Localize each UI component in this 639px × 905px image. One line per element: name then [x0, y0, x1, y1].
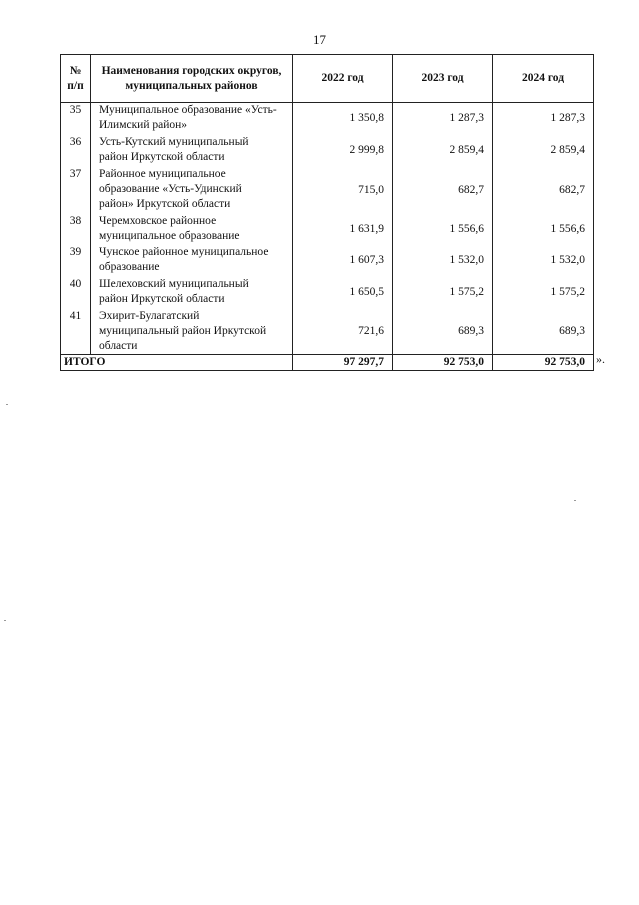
- row-name: [91, 103, 293, 135]
- header-2023: 2023 год: [393, 55, 493, 103]
- row-name: [91, 167, 293, 214]
- header-2022: 2022 год: [293, 55, 393, 103]
- row-value-2022: 1 607,3: [293, 245, 393, 277]
- row-value-2024: 682,7: [493, 167, 594, 214]
- row-num: 37: [61, 167, 91, 214]
- row-name: [91, 309, 293, 355]
- header-name-line: муниципальных районов: [125, 79, 258, 92]
- table-row: [61, 245, 594, 277]
- row-name-line: Муниципальное образование «Усть-: [99, 104, 277, 116]
- row-name: [91, 245, 293, 277]
- row-num: 41: [61, 309, 91, 355]
- row-value-2023: 682,7: [393, 167, 493, 214]
- header-num-line: п/п: [67, 79, 84, 92]
- row-num: 40: [61, 277, 91, 309]
- row-value-2022: 721,6: [293, 309, 393, 355]
- row-name-line: образование «Усть-Удинский: [99, 182, 242, 195]
- table-row: [61, 214, 594, 245]
- row-value-2023: 1 532,0: [393, 245, 493, 277]
- row-name-line: муниципальное образование: [99, 229, 240, 242]
- row-name-line: Районное муниципальное: [99, 167, 226, 180]
- total-row: [61, 355, 594, 371]
- closing-quote: ».: [596, 352, 605, 366]
- row-name-line: район» Иркутской области: [99, 197, 231, 210]
- row-value-2023: 1 556,6: [393, 214, 493, 245]
- row-num: 36: [61, 135, 91, 167]
- row-value-2022: 1 650,5: [293, 277, 393, 309]
- row-value-2022: 2 999,8: [293, 135, 393, 167]
- total-value-2024: 92 753,0: [493, 355, 594, 371]
- row-name-line: Черемховское районное: [99, 214, 217, 227]
- total-value-2023: 92 753,0: [393, 355, 493, 371]
- row-num: 39: [61, 245, 91, 277]
- scan-speck: [6, 404, 8, 405]
- row-value-2024: 1 556,6: [493, 214, 594, 245]
- header-num: [61, 55, 91, 103]
- table-row: [61, 277, 594, 309]
- row-name-line: муниципальный район Иркутской: [99, 324, 267, 337]
- header-num-line: №: [69, 64, 82, 77]
- row-num: 35: [61, 103, 91, 135]
- row-name-line: области: [99, 339, 138, 352]
- table-row: [61, 167, 594, 214]
- row-value-2023: 1 287,3: [393, 103, 493, 135]
- row-value-2022: 715,0: [293, 167, 393, 214]
- row-name-line: Чунское районное муниципальное: [99, 245, 269, 258]
- row-value-2024: 2 859,4: [493, 135, 594, 167]
- row-value-2022: 1 350,8: [293, 103, 393, 135]
- row-name-line: Илимский район»: [99, 119, 188, 131]
- row-name: [91, 135, 293, 167]
- row-value-2022: 1 631,9: [293, 214, 393, 245]
- row-value-2023: 1 575,2: [393, 277, 493, 309]
- row-value-2024: 1 532,0: [493, 245, 594, 277]
- table-header-row: [61, 55, 594, 103]
- row-value-2024: 1 287,3: [493, 103, 594, 135]
- row-name-line: образование: [99, 260, 160, 273]
- scan-speck: [4, 620, 6, 621]
- row-name: [91, 277, 293, 309]
- row-name-line: Усть-Кутский муниципальный: [99, 135, 249, 148]
- row-name: [91, 214, 293, 245]
- header-name: [91, 55, 293, 103]
- table-row: [61, 309, 594, 355]
- header-2024: 2024 год: [493, 55, 594, 103]
- row-name-line: район Иркутской области: [99, 150, 225, 163]
- row-name-line: Эхирит-Булагатский: [99, 309, 200, 322]
- row-value-2024: 1 575,2: [493, 277, 594, 309]
- header-name-line: Наименования городских округов,: [101, 64, 282, 77]
- total-value-2022: 97 297,7: [293, 355, 393, 371]
- budget-table: [60, 54, 594, 371]
- row-name-line: район Иркутской области: [99, 292, 225, 305]
- row-value-2023: 689,3: [393, 309, 493, 355]
- table-row: [61, 103, 594, 135]
- row-name-line: Шелеховский муниципальный: [99, 277, 249, 290]
- table-row: [61, 135, 594, 167]
- total-label: ИТОГО: [61, 355, 293, 371]
- row-value-2023: 2 859,4: [393, 135, 493, 167]
- row-num: 38: [61, 214, 91, 245]
- scan-speck: [574, 500, 576, 501]
- row-value-2024: 689,3: [493, 309, 594, 355]
- page-number: 17: [313, 32, 326, 47]
